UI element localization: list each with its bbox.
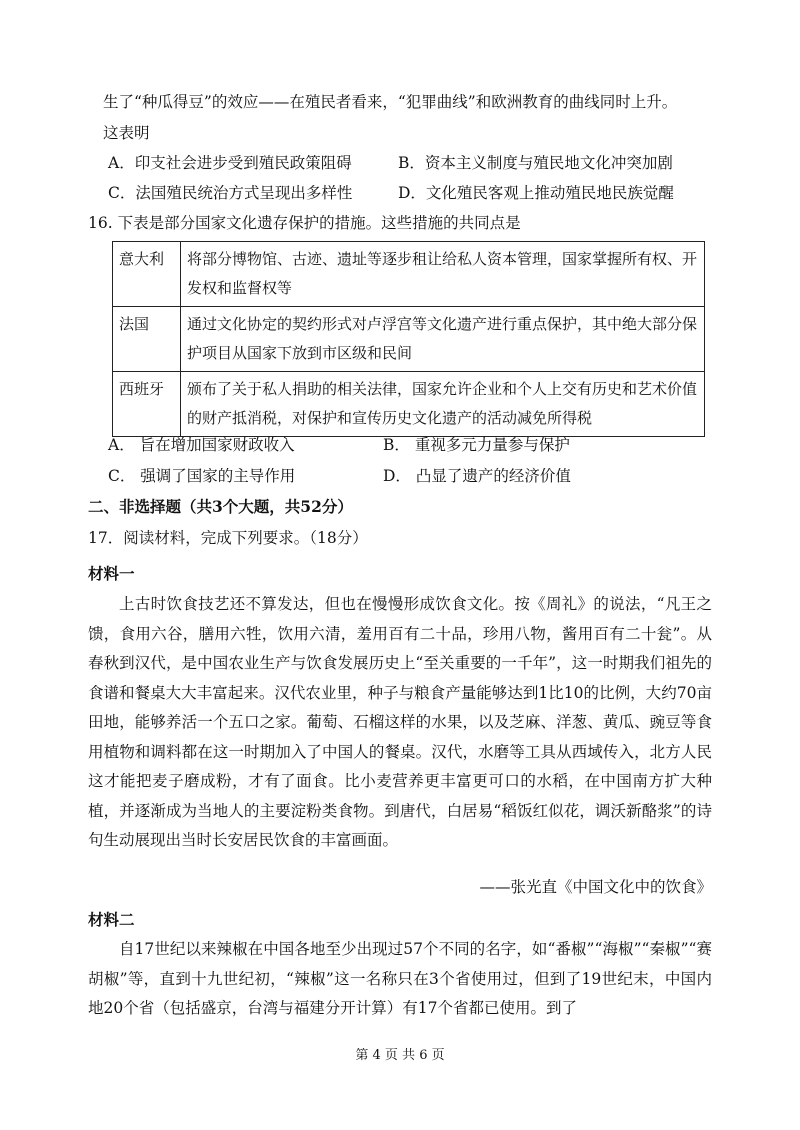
material-2-body	[88, 935, 712, 1024]
material-1-source: ——张光直《中国文化中的饮食》	[479, 878, 712, 896]
table-row	[113, 242, 705, 307]
q16-option-c: C． 强调了国家的主导作用	[108, 467, 296, 485]
material-2-text: 自17世纪以来辣椒在中国各地至少出现过57个不同的名字，如“番椒”“海椒”“秦椒”“赛胡椒”等，直到十九世纪初，“辣椒”这一名称只在3个省使用过，但到了19世纪末，中国内地20个省（包括盛京，台湾与福建分开计算）有17个省都已使用。到了	[88, 940, 712, 1017]
q16-option-a: A． 旨在增加国家财政收入	[108, 436, 295, 454]
table-row	[113, 307, 705, 372]
material-1-body	[88, 590, 712, 856]
q16-option-b: B． 重视多元力量参与保护	[383, 436, 570, 454]
q15-prompt: 这表明	[103, 124, 150, 142]
material-2-label: 材料二	[88, 910, 135, 929]
material-1-text: 上古时饮食技艺还不算发达，但也在慢慢形成饮食文化。按《周礼》的说法，“凡王之馈，食用六谷，膳用六牲，饮用六清，羞用百有二十品，珍用八物，酱用百有二十瓮”。从春秋到汉代，是中国农业生产与饮食发展历史上“至关重要的一千年”，这一时期我们祖先的食谱和餐桌大大丰富起来。汉代农业里，种子与粮食产量能够达到1比10的比例，大约70亩田地，能够养活一个五口之家。葡萄、石榴这样的水果，以及芝麻、洋葱、黄瓜、豌豆等食用植物和调料都在这一时期加入了中国人的餐桌。汉代，水磨等工具从西域传入，北方人民这才能把麦子磨成粉，才有了面食。比小麦营养更丰富更可口的水稻，在中国南方扩大种植，并逐渐成为当地人的主要淀粉类食物。到唐代，白居易“稻饭红似花，调沃新酪浆”的诗句生动展现出当时长安居民饮食的丰富画面。	[88, 595, 712, 849]
table-cell-country: 西班牙	[113, 372, 181, 437]
q15-continuation: 生了“种瓜得豆”的效应——在殖民者看来，“犯罪曲线”和欧洲教育的曲线同时上升。	[103, 93, 678, 111]
table-row	[113, 372, 705, 437]
table-cell-measure: 通过文化协定的契约形式对卢浮宫等文化遗产进行重点保护，其中绝大部分保护项目从国家下放到市区级和民间	[181, 307, 705, 372]
heritage-measures-table	[112, 241, 705, 437]
q16-stem: 16. 下表是部分国家文化遗存保护的措施。这些措施的共同点是	[88, 214, 521, 232]
section-title: 二、非选择题（共3个大题，共52分）	[88, 497, 353, 516]
q16-option-d: D． 凸显了遗产的经济价值	[383, 467, 571, 485]
table-cell-measure: 颁布了关于私人捐助的相关法律，国家允许企业和个人上交有历史和艺术价值的财产抵消税，对保护和宣传历史文化遗产的活动减免所得税	[181, 372, 705, 437]
q15-option-d: D．文化殖民客观上推动殖民地民族觉醒	[398, 184, 674, 202]
q15-option-c: C．法国殖民统治方式呈现出多样性	[108, 184, 353, 202]
table-cell-country: 意大利	[113, 242, 181, 307]
page-number: 第 4 页 共 6 页	[355, 1048, 445, 1063]
material-1-label: 材料一	[88, 564, 135, 583]
q15-option-b: B．资本主义制度与殖民地文化冲突加剧	[398, 154, 673, 172]
q17-stem: 17．阅读材料，完成下列要求。（18分）	[88, 529, 368, 547]
table-cell-measure: 将部分博物馆、古迹、遗址等逐步租让给私人资本管理，国家掌握所有权、开发权和监督权等	[181, 242, 705, 307]
q15-option-a: A．印支社会进步受到殖民政策阻碍	[108, 154, 352, 172]
table-cell-country: 法国	[113, 307, 181, 372]
